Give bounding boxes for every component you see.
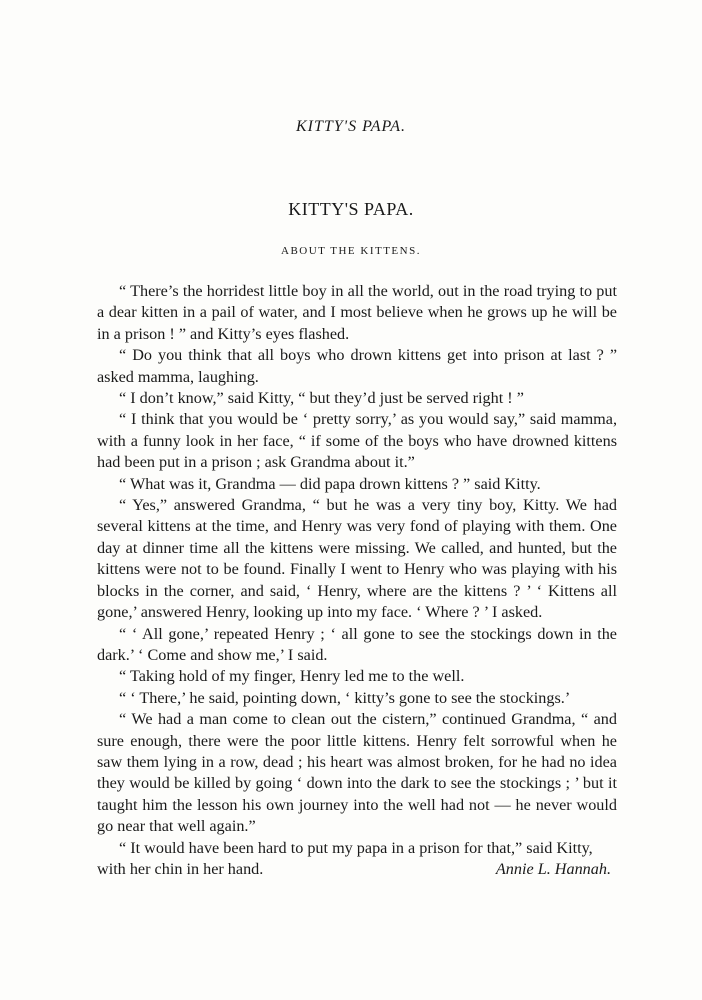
paragraph: “ ‘ All gone,’ repeated Henry ; ‘ all gone to see the stockings down in the dark.’ ‘ Come and show me,’ I said. bbox=[97, 624, 617, 664]
paragraph: “ What was it, Grandma — did papa drown kittens ? ” said Kitty. bbox=[119, 474, 541, 493]
paragraph: “ Do you think that all boys who drown kittens get into prison at last ? ” asked mamma, laughing. bbox=[97, 346, 617, 386]
story-subtitle: ABOUT THE KITTENS. bbox=[281, 245, 421, 257]
paragraph: “ I think that you would be ‘ pretty sorry,’ as you would say,” said mamma, with a funny look in her face, “ if some of the boys who have drowned kittens had been put in a prison ; ask Grandma about it.” bbox=[97, 410, 617, 472]
paragraph: “ Taking hold of my finger, Henry led me to the well. bbox=[119, 667, 465, 686]
paragraph-text: “ It would have been hard to put my papa in a prison for that,” said Kitty, with her chin in her hand. bbox=[97, 838, 593, 878]
running-head: KITTY'S PAPA. bbox=[295, 118, 407, 135]
paragraph: “ ‘ There,’ he said, pointing down, ‘ kitty’s gone to see the stockings.’ bbox=[119, 688, 571, 707]
author-signature: Annie L. Hannah. bbox=[495, 859, 611, 878]
paragraph: “ We had a man come to clean out the cistern,” continued Grandma, “ and sure enough, there were the poor little kittens. Henry felt sorrowful when he saw them lying in a row, dead ; his heart was almost broken, for he had no idea they would be killed by going ‘ down into the dark to see the stockings ; ’ but it taught him the lesson his own journey into the well had not — he never would go near that well again.” bbox=[97, 710, 617, 836]
paragraph: “ Yes,” answered Grandma, “ but he was a very tiny boy, Kitty. We had several kittens at the time, and Henry was very fond of playing with them. One day at dinner time all the kittens were missing. We called, and hunted, but the kittens were not to be found. Finally I went to Henry who was playing with his blocks in the corner, and said, ‘ Henry, where are the kittens ? ’ ‘ Kittens all gone,’ answered Henry, looking up into my face. ‘ Where ? ’ I asked. bbox=[97, 496, 617, 622]
story-body bbox=[97, 281, 617, 880]
story-title: KITTY'S PAPA. bbox=[288, 199, 414, 219]
paragraph: “ I don’t know,” said Kitty, “ but they’d just be served right ! ” bbox=[119, 389, 524, 408]
paragraph: “ There’s the horridest little boy in all the world, out in the road trying to put a dear kitten in a pail of water, and I most believe when he grows up he will be in a prison ! ” and Kitty’s eyes flashed. bbox=[97, 282, 617, 343]
closing-paragraph bbox=[97, 838, 617, 881]
